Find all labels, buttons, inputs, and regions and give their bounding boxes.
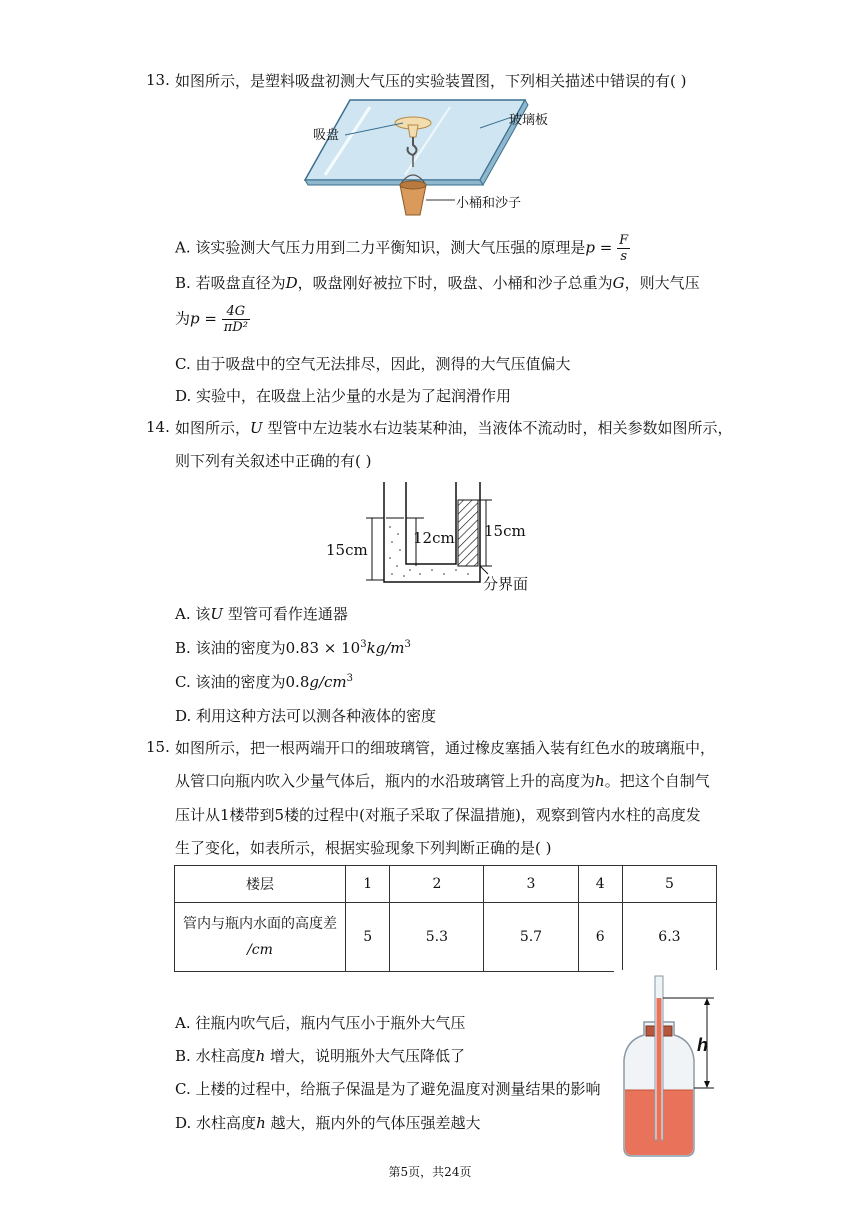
row-label-height-diff: 管内与瓶内水面的高度差 /cm [175, 903, 346, 972]
q14-option-c: C. 该油的密度为$0.8g/cm^3$ [175, 673, 354, 691]
label-interface: 分界面 [483, 575, 529, 593]
question-13-stem: 如图所示，是塑料吸盘初测大气压的实验装置图，下列相关描述中错误的有( ) [175, 72, 687, 90]
floor-cell: 4 [578, 866, 622, 903]
oil-column [458, 500, 478, 566]
q14-option-a: A. 该U 型管可看作连通器 [175, 605, 348, 623]
label-bucket-sand: 小桶和沙子 [456, 196, 522, 211]
question-14-stem-line1: 如图所示，U 型管中左边装水右边装某种油，当液体不流动时，相关参数如图所示， [175, 419, 733, 437]
bottle-barometer-figure [614, 970, 724, 1160]
floor-cell: 2 [390, 866, 484, 903]
value-cell: 5 [346, 903, 390, 972]
question-15-line2: 从管口向瓶内吹入少量气体后，瓶内的水沿玻璃管上升的高度为h。把这个自制气 [175, 772, 710, 790]
q13-option-a: A. 该实验测大气压力用到二力平衡知识，测大气压强的原理是p = $\frac{F}{s}$ [175, 233, 629, 264]
value-cell: 6.3 [622, 903, 716, 972]
label-right-15cm: 15cm [484, 522, 526, 540]
q15-option-a: A. 往瓶内吹气后，瓶内气压小于瓶外大气压 [175, 1014, 466, 1032]
page-footer: 第5页，共24页 [388, 1165, 472, 1179]
q14-option-d: D. 利用这种方法可以测各种液体的密度 [175, 707, 437, 725]
question-14-stem-line2: 则下列有关叙述中正确的有( ) [175, 452, 372, 470]
question-15-line1: 如图所示，把一根两端开口的细玻璃管，通过橡皮塞插入装有红色水的玻璃瓶中， [175, 739, 716, 757]
value-cell: 5.3 [390, 903, 484, 972]
q13-option-b-line1: B. 若吸盘直径为D，吸盘刚好被拉下时，吸盘、小桶和沙子总重为G，则大气压 [175, 274, 700, 292]
floor-cell: 3 [484, 866, 578, 903]
value-cell: 5.7 [484, 903, 578, 972]
q13-option-b-line2: 为p = $\frac{4G}{\text{πD²}}$ [175, 304, 248, 335]
q13-option-d: D. 实验中，在吸盘上沾少量的水是为了起润滑作用 [175, 387, 512, 405]
label-mid-12cm: 12cm [413, 529, 455, 547]
q14-option-b: B. 该油的密度为$0.83 \times 10^3kg/m^3$ [175, 639, 411, 657]
value-cell: 6 [578, 903, 622, 972]
q13-option-c: C. 由于吸盘中的空气无法排尽，因此，测得的大气压值偏大 [175, 355, 571, 373]
label-glass-plate: 玻璃板 [509, 113, 549, 128]
q15-option-b: B. 水柱高度h 增大，说明瓶外大气压降低了 [175, 1047, 466, 1065]
table-header-row [175, 866, 717, 903]
question-14-number: 14. [146, 418, 170, 436]
floor-height-table [174, 865, 717, 972]
header-floor-label: 楼层 [175, 866, 346, 903]
floor-cell: 5 [622, 866, 716, 903]
question-15-line3: 压计从1楼带到5楼的过程中(对瓶子采取了保温措施)，观察到管内水柱的高度发 [175, 806, 701, 824]
table-row [175, 903, 717, 972]
q15-option-d: D. 水柱高度h 越大，瓶内外的气体压强差越大 [175, 1114, 481, 1132]
label-suction-cup: 吸盘 [313, 128, 340, 143]
question-15-line4: 生了变化，如表所示，根据实验现象下列判断正确的是( ) [175, 839, 552, 857]
label-left-15cm: 15cm [326, 541, 368, 559]
question-15-number: 15. [146, 738, 170, 756]
floor-cell: 1 [346, 866, 390, 903]
label-h: h [697, 1035, 708, 1055]
q15-option-c: C. 上楼的过程中，给瓶子保温是为了避免温度对测量结果的影响 [175, 1080, 601, 1098]
question-13-number: 13. [146, 71, 170, 89]
